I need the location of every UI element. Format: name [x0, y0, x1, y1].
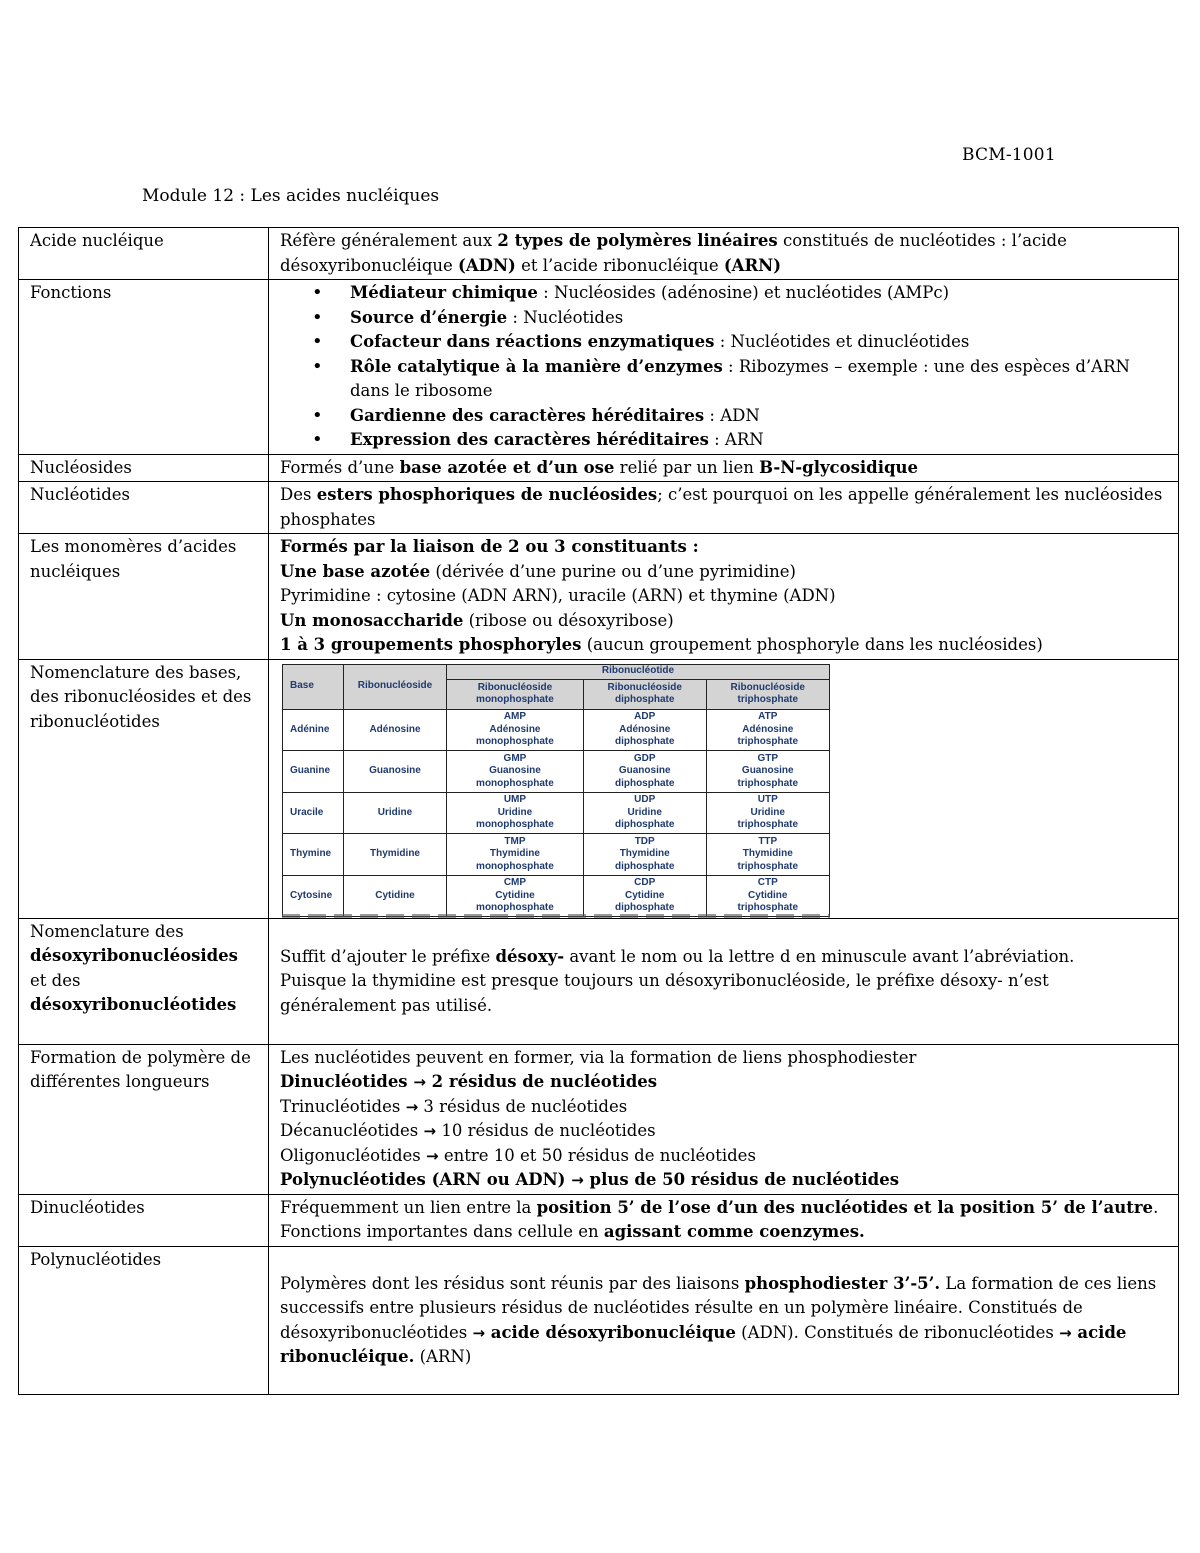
row-label: Polynucléotides — [19, 1246, 269, 1394]
list-item: • Médiateur chimique : Nucléosides (adénosine) et nucléotides (AMPc) — [350, 281, 1168, 306]
row-label: Formation de polymère de différentes longueurs — [19, 1044, 269, 1194]
summary-table — [18, 227, 1179, 1395]
row-content: Réfère généralement aux 2 types de polymères linéaires constitués de nucléotides : l’acide désoxyribonucléique (ADN) et l’acide ribonucléique (ARN) — [269, 228, 1179, 280]
row-content: Des esters phosphoriques de nucléosides; c’est pourquoi on les appelle généralement les nucléosides phosphates — [269, 482, 1179, 534]
row-label: Nomenclature des désoxyribonucléosides et des désoxyribonucléotides — [19, 918, 269, 1044]
row-content: Formés d’une base azotée et d’un ose relié par un lien B-N-glycosidique — [269, 454, 1179, 482]
row-label: Les monomères d’acides nucléiques — [19, 534, 269, 660]
row-dinucleotides — [19, 1194, 1179, 1246]
nomenclature-table — [282, 664, 830, 918]
header-tri: Ribonucléoside triphosphate — [706, 679, 829, 709]
header-ribonucleotide: Ribonucléotide — [447, 664, 830, 679]
row-content: Fréquemment un lien entre la position 5’ de l’ose d’un des nucléotides et la position 5’ de l’autre. Fonctions importantes dans cellule en agissant comme coenzymes. — [269, 1194, 1179, 1246]
arrow-icon: → — [423, 1122, 437, 1140]
arrow-icon: → — [405, 1097, 419, 1116]
row-label: Fonctions — [19, 280, 269, 455]
row-nucleotides — [19, 482, 1179, 534]
row-nucleosides — [19, 454, 1179, 482]
table-row: Guanine Guanosine GMP Guanosine monophosphate GDP Guanosine diphosphate GTP Guanosine triphosphate — [283, 751, 830, 793]
row-content: Les nucléotides peuvent en former, via la formation de liens phosphodiester Dinucléotides → 2 résidus de nucléotides Trinucléotides → 3 résidus de nucléotides Décanucléotides → 10 résidus de nucléotides Oligonucléotides → entre 10 et 50 résidus de nucléotides Polynucléotides (ARN ou ADN) → plus de 50 résidus de nucléotides — [269, 1044, 1179, 1194]
row-label: Nucléotides — [19, 482, 269, 534]
list-item: • Gardienne des caractères héréditaires : ADN — [350, 404, 1168, 429]
header-base: Base — [283, 664, 344, 709]
row-content — [269, 280, 1179, 455]
row-desoxy — [19, 918, 1179, 1044]
row-label: Dinucléotides — [19, 1194, 269, 1246]
table-row: Thymine Thymidine TMP Thymidine monophosphate TDP Thymidine diphosphate TTP Thymidine triphosphate — [283, 834, 830, 876]
row-formation — [19, 1044, 1179, 1194]
row-label: Acide nucléique — [19, 228, 269, 280]
list-item: • Expression des caractères héréditaires : ARN — [350, 428, 1168, 453]
row-nomenclature — [19, 659, 1179, 918]
row-polynucleotides — [19, 1246, 1179, 1394]
list-item: • Rôle catalytique à la manière d’enzymes : Ribozymes – exemple : une des espèces d’ARN dans le ribosome — [350, 355, 1168, 404]
course-code: BCM-1001 — [962, 145, 1056, 165]
cropped-caption-edge — [282, 914, 830, 918]
arrow-icon: → — [413, 1073, 426, 1091]
header-mono: Ribonucléoside monophosphate — [447, 679, 584, 709]
nomenclature-image-cell — [269, 659, 1179, 918]
table-row: Uracile Uridine UMP Uridine monophosphate UDP Uridine diphosphate UTP Uridine triphosphate — [283, 792, 830, 834]
table-row: Adénine Adénosine AMP Adénosine monophosphate ADP Adénosine diphosphate ATP Adénosine triphosphate — [283, 709, 830, 751]
list-item: • Cofacteur dans réactions enzymatiques : Nucléotides et dinucléotides — [350, 330, 1168, 355]
arrow-icon: → — [472, 1323, 486, 1342]
arrow-icon: → — [571, 1171, 584, 1189]
row-fonctions — [19, 280, 1179, 455]
row-label: Nucléosides — [19, 454, 269, 482]
header-di: Ribonucléoside diphosphate — [583, 679, 706, 709]
header-ribonucleoside: Ribonucléoside — [344, 664, 447, 709]
table-row: Cytosine Cytidine CMP Cytidine monophosphate CDP Cytidine diphosphate CTP Cytidine triphosphate — [283, 875, 830, 917]
row-content: Polymères dont les résidus sont réunis par des liaisons phosphodiester 3’-5’. La formation de ces liens successifs entre plusieurs résidus de nucléotides résulte en un polymère linéaire. Constitués de désoxyribonucléotides → acide désoxyribonucléique (ADN). Constitués de ribonucléotides → acide ribonucléique. (ARN) — [269, 1246, 1179, 1394]
arrow-icon: → — [426, 1146, 439, 1165]
arrow-icon: → — [1059, 1323, 1072, 1342]
list-item: • Source d’énergie : Nucléotides — [350, 306, 1168, 331]
module-title: Module 12 : Les acides nucléiques — [142, 186, 440, 206]
functions-list — [280, 281, 1168, 453]
row-acide-nucleique — [19, 228, 1179, 280]
row-content: Formés par la liaison de 2 ou 3 constituants : Une base azotée (dérivée d’une purine ou d’une pyrimidine) Pyrimidine : cytosine (ADN ARN), uracile (ARN) et thymine (ADN) Un monosaccharide (ribose ou désoxyribose) 1 à 3 groupements phosphoryles (aucun groupement phosphoryle dans les nucléosides) — [269, 534, 1179, 660]
row-monomeres — [19, 534, 1179, 660]
row-content: Suffit d’ajouter le préfixe désoxy- avant le nom ou la lettre d en minuscule avant l’abréviation. Puisque la thymidine est presque toujours un désoxyribonucléoside, le préfixe désoxy- n’est généralement pas utilisé. — [269, 918, 1179, 1044]
row-label: Nomenclature des bases, des ribonucléosides et des ribonucléotides — [19, 659, 269, 918]
